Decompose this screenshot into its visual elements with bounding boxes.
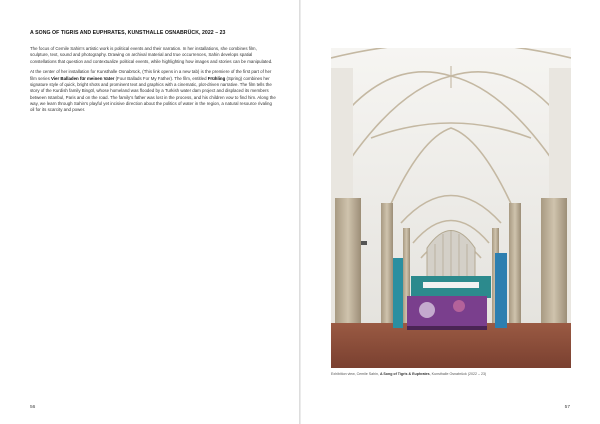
- cube-base-shadow: [407, 326, 487, 330]
- paragraph-1: The focus of Cemile Sahin's artistic work is political events and their narration. In her installations, she combines film, sculpture, text, sound and photography. Drawing on archival material and true occurrences, Sahin develops spatial constellations that question and contextualize political events, while highlighting how images and stories can be manipulated.: [30, 46, 273, 64]
- paragraph-2-part-c: (Spring) combines her signature style of quick, bright shots and prominent text and graphics with a cinematic, plot-driven narrative. The film tells the story of the Kurdish family Bingöl, whose homeland was flooded by a Turkish water dam project and displaced its members between Istanbul, Paris and on the road. The family's father was lost in the process, and his children vow to find him. Along the way, we learn through Sahin's playful yet incisive direction about the politics of water in the region, a natural resource rivaling oil for its scarcity and power.: [30, 75, 276, 113]
- film-series-title: Vier Balladen für meinen Vater: [50, 75, 115, 81]
- right-mid-column: [509, 203, 521, 328]
- photo-caption: [331, 372, 581, 376]
- article-body: [30, 46, 276, 118]
- caption-suffix: , Kunsthalle Osnabrück (2022 – 23): [429, 372, 487, 376]
- caption-title: A Song of Tigris & Euphrates: [379, 372, 430, 376]
- paragraph-2-part-b: (Four Ballads For My Father). The film, entitled: [114, 75, 208, 81]
- cube-print-detail: [453, 300, 465, 312]
- paragraph-2: [30, 69, 276, 113]
- screen-light: [423, 282, 479, 288]
- right-page: [301, 0, 600, 424]
- paragraph-2-part-a: At the center of her installation for Kunsthalle Osnabrück, (This link opens in a new tab) is the premiere of the first part of her film series: [30, 69, 272, 81]
- caption-prefix: Exhibition view, Cemile Sahin,: [331, 372, 380, 376]
- printed-cube-installation: [407, 296, 487, 330]
- right-front-column: [541, 198, 567, 338]
- left-mid-column: [381, 203, 393, 328]
- wall-speaker: [361, 241, 367, 245]
- film-title: Frühling: [207, 75, 226, 81]
- left-page: [0, 0, 299, 424]
- right-wall-artwork: [495, 253, 507, 328]
- cube-print-figure: [419, 302, 435, 318]
- left-wall-artwork: [393, 258, 403, 328]
- page-number-left: 56: [30, 405, 36, 410]
- left-front-column: [335, 198, 361, 338]
- article-heading: A SONG OF TIGRIS AND EUPHRATES, KUNSTHALLE OSNABRÜCK, 2022 – 23: [30, 30, 226, 36]
- page-number-right: 57: [564, 405, 570, 410]
- exhibition-photo: [331, 48, 571, 368]
- church-interior-illustration: [331, 48, 571, 368]
